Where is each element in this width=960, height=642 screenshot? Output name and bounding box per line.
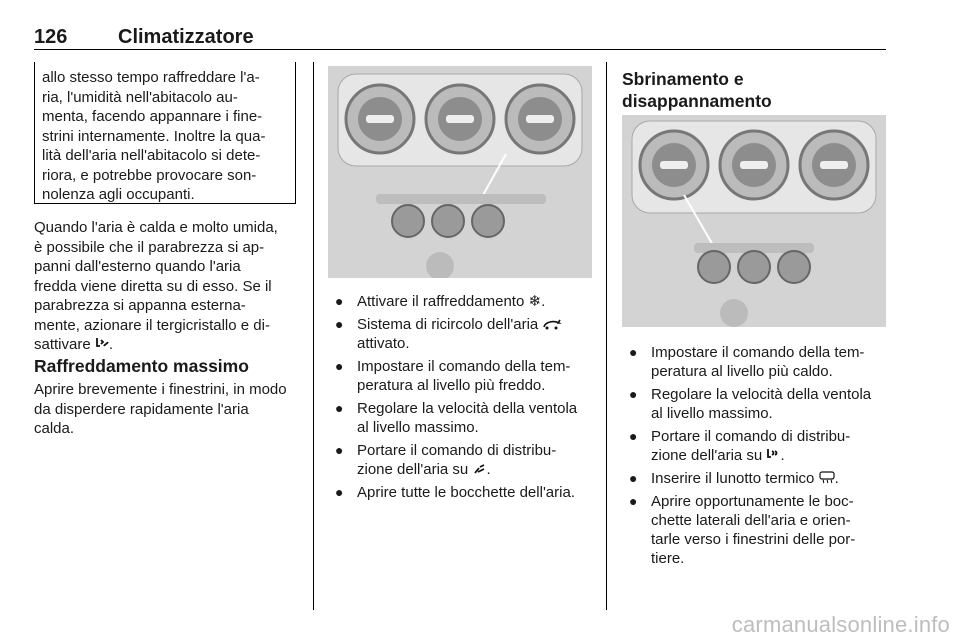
text-line: ria, l'umidità nell'abitacolo au-: [42, 88, 238, 106]
list-item: [334, 399, 596, 437]
cooling-steps-list: [334, 292, 596, 506]
text-line: Inserire il lunotto termico .: [651, 470, 839, 487]
text-line: zione dell'aria su .: [357, 461, 491, 478]
text-line: zione dell'aria su .: [651, 447, 785, 464]
text-line: Regolare la velocità della ventola: [651, 386, 872, 403]
paragraph-max-cooling: [34, 380, 304, 439]
text-line: strini internamente. Inoltre la qua-: [42, 127, 266, 145]
page-number: 126: [34, 26, 68, 48]
text-line: peratura al livello più freddo.: [357, 377, 546, 394]
header-rule: [34, 49, 886, 50]
list-item: [628, 492, 890, 568]
defrost-controls-illustration: [622, 115, 886, 327]
list-item: [334, 315, 596, 353]
page-header: [34, 26, 886, 50]
page-title: Climatizzatore: [118, 26, 254, 48]
text-line: è possibile che il parabrezza si ap-: [34, 238, 265, 256]
snowflake-icon: ❄: [528, 293, 542, 310]
text-line: Impostare il comando della tem-: [651, 344, 865, 361]
text-span: Sistema di ricircolo dell'aria: [357, 316, 539, 333]
text-line: Portare il comando di distribu-: [651, 428, 851, 445]
text-line: sattivare .: [34, 336, 114, 353]
text-line: Impostare il comando della tem-: [357, 358, 571, 375]
bullet-icon: ●: [629, 344, 638, 360]
text-line: al livello massimo.: [357, 419, 479, 436]
bullet-icon: ●: [335, 442, 344, 458]
text-line: riora, e potrebbe provocare son-: [42, 166, 257, 184]
bullet-icon: ●: [335, 293, 344, 309]
bullet-icon: ●: [629, 470, 638, 486]
defrost-controls-photo: [622, 115, 886, 327]
air-distribution-icon: [95, 337, 109, 350]
text-span: zione dell'aria su: [357, 461, 469, 478]
text-line: al livello massimo.: [651, 405, 773, 422]
continued-note-box: [34, 62, 296, 204]
air-distribution-icon: [472, 463, 486, 475]
text-line: parabrezza si appanna esterna-: [34, 297, 246, 314]
bullet-icon: ●: [335, 484, 344, 500]
bullet-icon: ●: [629, 493, 638, 509]
text-span: zione dell'aria su: [651, 447, 763, 464]
text-line: [357, 315, 596, 334]
bullet-icon: ●: [335, 316, 344, 332]
bullet-icon: ●: [335, 400, 344, 416]
text-line: mente, azionare il tergicristallo e di-: [34, 316, 270, 334]
text-line: lità dell'aria nell'abitacolo si dete-: [42, 147, 261, 164]
section-heading-max-cooling: Raffreddamento massimo: [34, 356, 249, 376]
list-item: [334, 292, 596, 311]
column-divider: [313, 62, 314, 610]
text-span: Attivare il raffreddamento: [357, 293, 525, 310]
text-line: menta, facendo appannare i fine-: [42, 108, 263, 125]
text-line: Attivare il raffreddamento ❄.: [357, 293, 546, 310]
list-item: [334, 483, 596, 502]
text-line: attivato.: [357, 335, 410, 352]
bullet-icon: ●: [629, 386, 638, 402]
text-line: da disperdere rapidamente l'aria: [34, 400, 249, 418]
text-line: Portare il comando di distribu-: [357, 442, 557, 459]
text-line: allo stesso tempo raffreddare l'a-: [42, 69, 260, 86]
list-item: [628, 469, 890, 488]
rear-window-heating-icon: [819, 471, 835, 484]
text-span: sattivare: [34, 336, 91, 353]
text-line: tarle verso i finestrini delle por-: [651, 531, 856, 548]
recirculation-icon: [542, 318, 562, 330]
climate-control-photo: [328, 66, 592, 278]
text-line: Aprire brevemente i finestrini, in modo: [34, 381, 287, 398]
list-item: [334, 441, 596, 479]
bullet-icon: ●: [629, 428, 638, 444]
list-item: [628, 427, 890, 465]
defrost-steps-list: [628, 343, 890, 572]
text-line: calda.: [34, 420, 75, 437]
column-divider: [606, 62, 607, 610]
text-line: peratura al livello più caldo.: [651, 363, 833, 380]
climate-control-illustration: [328, 66, 592, 278]
list-item: [334, 357, 596, 395]
text-line: panni dall'esterno quando l'aria: [34, 258, 241, 275]
bullet-icon: ●: [335, 358, 344, 374]
defrost-icon: [766, 448, 780, 461]
heading-line: Sbrinamento e disappannamento: [622, 69, 772, 111]
text-line: Aprire opportunamente le boc-: [651, 493, 854, 510]
text-line: chette laterali dell'aria e orien-: [651, 512, 851, 529]
text-line: nolenza agli occupanti.: [42, 186, 195, 203]
paragraph-fogging: [34, 218, 304, 355]
watermark: carmanualsonline.info: [731, 612, 950, 637]
text-span: Inserire il lunotto termico: [651, 470, 815, 487]
list-item: [628, 343, 890, 381]
text-line: Aprire tutte le bocchette dell'aria.: [357, 484, 575, 501]
list-item: [628, 385, 890, 423]
text-line: Regolare la velocità della ventola: [357, 400, 578, 417]
text-line: tiere.: [651, 550, 685, 567]
text-line: Quando l'aria è calda e molto umida,: [34, 219, 278, 236]
text-line: fredda viene diretta su di esso. Se il: [34, 277, 272, 295]
